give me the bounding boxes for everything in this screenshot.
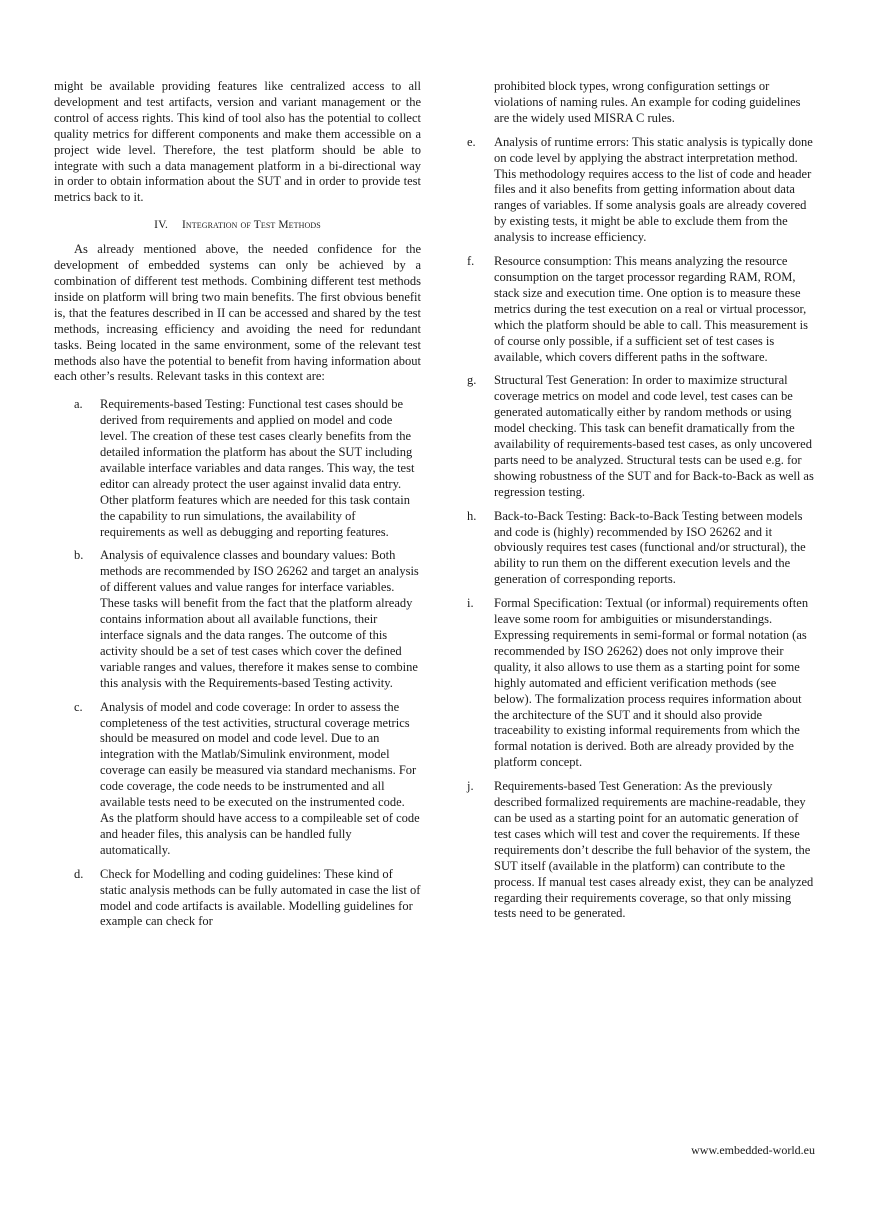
item-text: Resource consumption: This means analyzing the resource consumption on the target processor regarding RAM, ROM, stack size and execution time. One option is to measure these metrics during the test execution on a real or virtual processor, which the platform should be able to call. This measurement is of course only possible, if a sufficient set of test cases is available, which covers different paths in the software. — [494, 254, 808, 364]
section-number: IV. — [154, 219, 168, 232]
item-letter: d. — [74, 866, 84, 881]
list-item — [54, 397, 421, 540]
item-text: Back-to-Back Testing: Back-to-Back Testing between models and code is (highly) recommended by ISO 26262 and it obviously requires test cases (functional and/or structural), the ability to run them on the different execution levels and the generation of corresponding reports. — [494, 508, 806, 587]
item-letter: e. — [467, 134, 476, 149]
item-text: Requirements-based Test Generation: As the previously described formalized requirements are machine-readable, they can be used as a starting point for an automatic generation of test cases which will test and cover the requirements. If these requirements don’t describe the full behavior of the system, the SUT itself (available in the platform) can contribute to the process. If manual test cases already exist, they can be analyzed regarding their requirements coverage, so that only missing tests need to be generated. — [494, 779, 814, 921]
section-title: Integration of Test Methods — [181, 219, 321, 232]
item-text: Structural Test Generation: In order to maximize structural coverage metrics on model and code level, test cases can be generated automatically either by random methods or using model checking. This task can benefit dramatically from the availability of requirements-based test cases, as only uncovered parts need to be analyzed. Structural tests can be used e.g. for showing robustness of the SUT and for Back-to-Back as well as regression testing. — [494, 373, 814, 499]
item-letter: b. — [74, 548, 84, 563]
item-text: Formal Specification: Textual (or informal) requirements often leave some room for ambiguities or misunderstandings. Expressing requirements in semi-formal or formal notation (as recommended by ISO 26262) does not only improve their quality, it also allows to use them as a starting point for some highly automated and efficient verification methods (see below). The formalization process requires information about the architecture of the SUT and it should also provide traceability to existing informal requirements from which the formal notation is derived. Both are already provided by the platform concept. — [494, 596, 809, 770]
item-letter: g. — [467, 373, 477, 388]
item-letter: i. — [467, 596, 474, 611]
list-item — [467, 254, 815, 365]
item-letter: c. — [74, 699, 83, 714]
left-item-list — [54, 397, 421, 930]
item-letter: h. — [467, 508, 477, 523]
item-letter: f. — [467, 254, 475, 269]
section-heading — [54, 218, 421, 234]
item-letter: j. — [467, 779, 474, 794]
item-text: Analysis of equivalence classes and boundary values: Both methods are recommended by ISO 26262 and target an analysis of different values and value ranges for interface variables. These tasks will benefit from the fact that the platform already contains information about all available functions, their interface signals and the data ranges. The outcome of this activity should be a set of test cases which cover the defined variable ranges and values, therefore it makes sense to combine this analysis with the Requirements-based Testing activity. — [100, 548, 419, 690]
list-item — [54, 548, 421, 691]
right-item-list — [467, 135, 815, 923]
list-item — [54, 700, 421, 859]
list-item — [467, 373, 815, 500]
section-paragraph: As already mentioned above, the needed confidence for the development of embedded systems can only be achieved by a combination of different test methods. Combining different test methods inside on platform will bring two main benefits. The first obvious benefit is, that the features described in II can be accessed and shared by the test methods, increasing efficiency and avoiding the need for redundant tasks. Being located in the same environment, some of the relevant test methods also have the potential to benefit from having information about each other’s results. Relevant tasks in this context are: — [54, 242, 421, 384]
intro-paragraph: might be available providing features like centralized access to all development and test artifacts, version and variant management or the control of access rights. This kind of tool also has the potential to collect quality metrics for different components and make them accessible on a project wide level. Therefore, the test platform should be able to integrate with such a data management platform in a bi-directional way in order to obtain information about the SUT and in order to provide test metrics back to it. — [54, 79, 421, 205]
item-d-continuation: prohibited block types, wrong configuration settings or violations of naming rules. An example for coding guidelines are the widely used MISRA C rules. — [494, 79, 801, 125]
right-column — [467, 79, 815, 930]
list-item — [467, 779, 815, 922]
left-column — [54, 79, 421, 938]
item-letter: a. — [74, 397, 83, 412]
footer-url: www.embedded-world.eu — [691, 1143, 815, 1157]
list-item — [467, 509, 815, 589]
item-text: Analysis of model and code coverage: In order to assess the completeness of the test activities, structural coverage metrics should be measured on model and code level. Due to an integration with the Matlab/Simulink environment, model coverage can easily be measured via standard mechanisms. For code coverage, the code needs to be instrumented and all available tests need to be executed on the instrumented code. As the platform should have access to a compileable set of code and header files, this analysis can be handled fully automatically. — [100, 699, 420, 857]
list-item — [54, 867, 421, 931]
item-text: Requirements-based Testing: Functional test cases should be derived from requirements and applied on model and code level. The creation of these test cases clearly benefits from the detailed information the platform has about the SUT including available interface variables and data ranges. This way, the test editor can already protect the user against invalid data entry. Other platform features which are needed for this task contain the capability to run simulations, the availability of requirements as well as debugging and reporting features. — [100, 397, 415, 539]
list-item — [467, 135, 815, 246]
item-text: Check for Modelling and coding guidelines: These kind of static analysis methods can be fully automated in case the list of model and code artifacts is available. Modelling guidelines for example can check for — [100, 866, 421, 929]
item-text: Analysis of runtime errors: This static analysis is typically done on code level by applying the abstract interpretation method. This methodology requires access to the list of code and header files and it also benefits from getting information about data ranges of variables. If some analysis goals are already covered by existing tests, it might be able to exclude them from the analysis to increase efficiency. — [494, 134, 813, 245]
list-item — [467, 596, 815, 771]
